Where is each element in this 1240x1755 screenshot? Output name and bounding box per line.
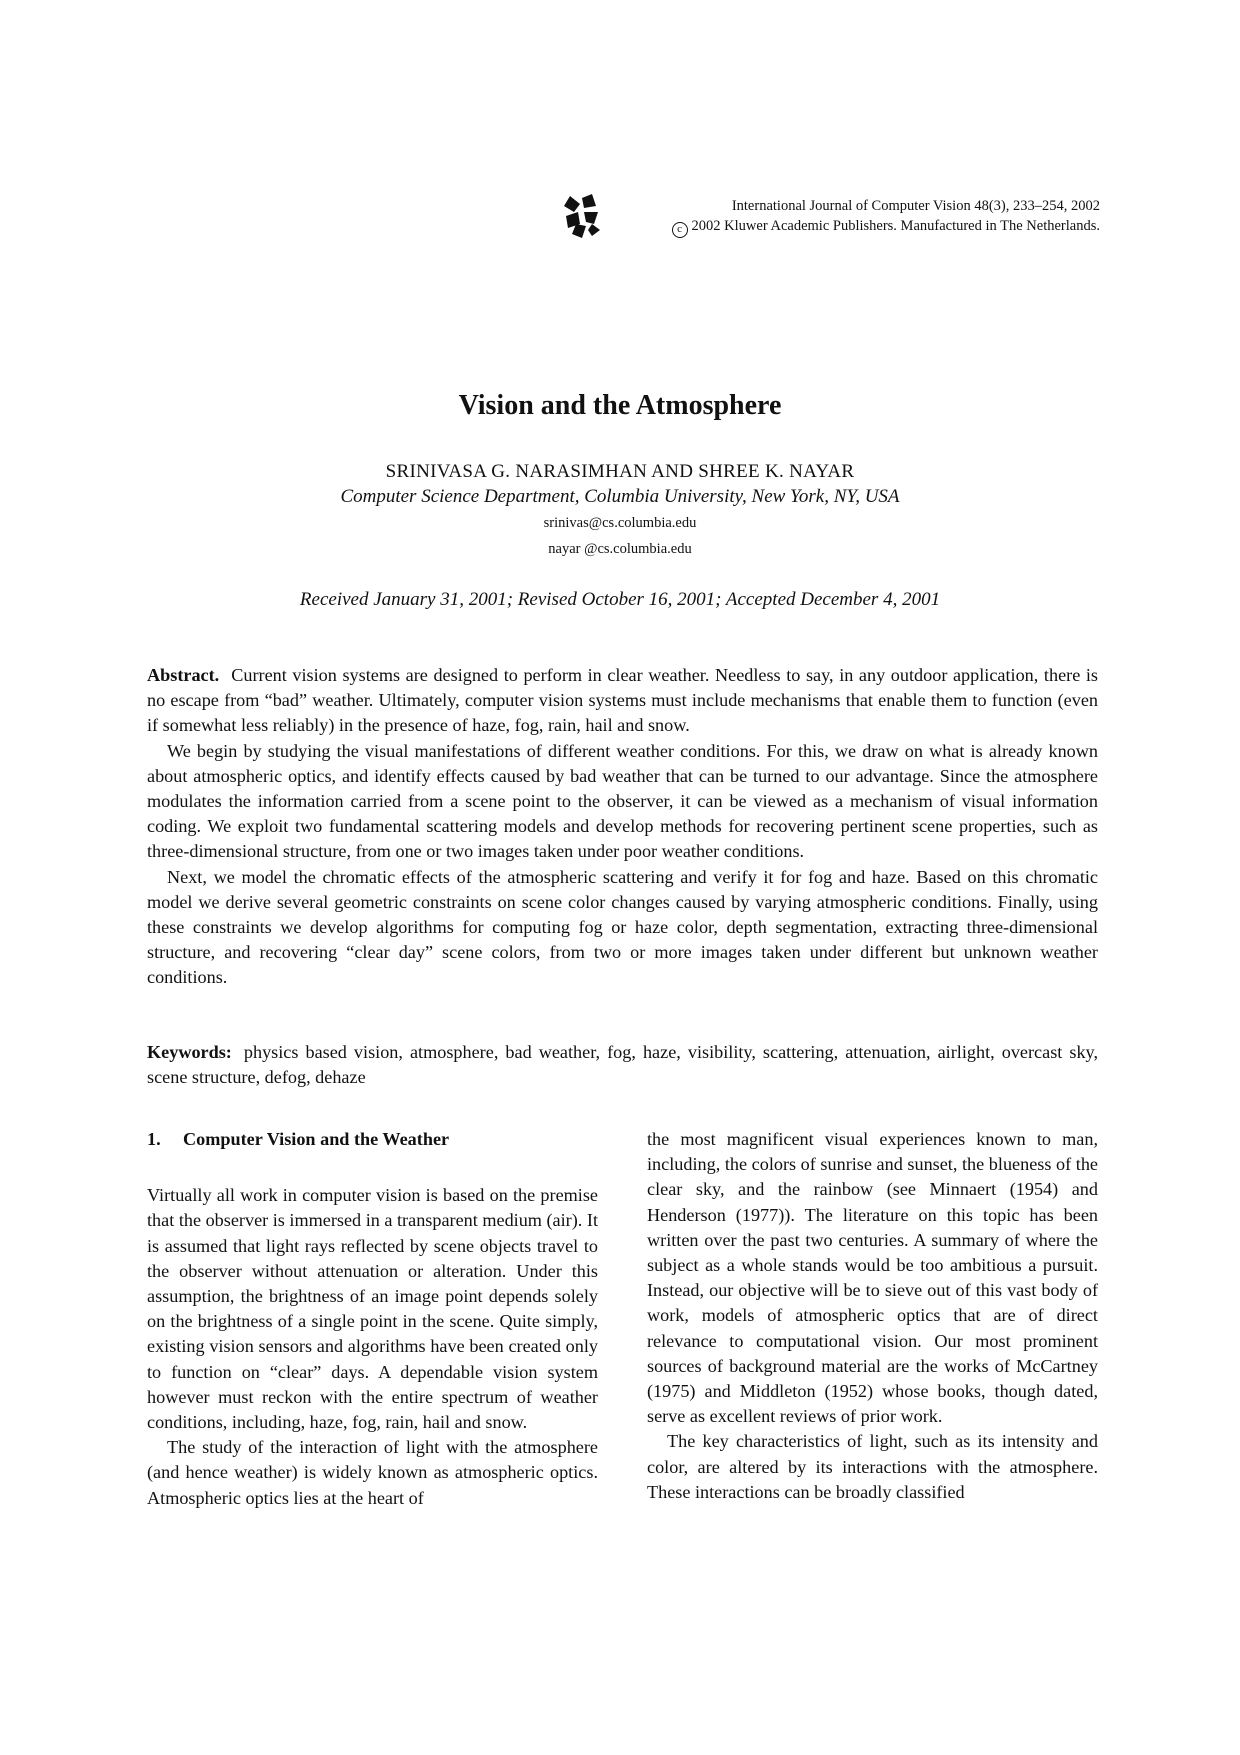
journal-header	[562, 194, 1100, 238]
author-email: nayar @cs.columbia.edu	[548, 541, 692, 557]
affiliation: Computer Science Department, Columbia University, New York, NY, USA	[340, 486, 900, 507]
left-column	[147, 1127, 598, 1511]
abstract-paragraph: We begin by studying the visual manifestations of different weather conditions. For this, we draw on what is already known about atmospheric optics, and identify effects caused by bad weather that can be turned to our advantage. Since the atmosphere modulates the information carried from a scene point to the observer, it can be viewed as a mechanism of visual information coding. We exploit two fundamental scattering models and develop methods for recovering pertinent scene properties, such as three-dimensional structure, from one or two images taken under poor weather conditions.	[147, 740, 1098, 862]
author-list: SRINIVASA G. NARASIMHAN AND SHREE K. NAYAR	[385, 461, 855, 482]
abstract-paragraph: Abstract. Current vision systems are designed to perform in clear weather. Needless to say, in any outdoor application, there is no escape from “bad” weather. Ultimately, computer vision systems must include mechanisms that enable them to function (even if somewhat less reliably) in the presence of haze, fog, rain, hail and snow.	[147, 665, 1098, 736]
author-email: srinivas@cs.columbia.edu	[543, 515, 697, 531]
copyright-symbol: c	[672, 222, 688, 238]
keywords-text: physics based vision, atmosphere, bad weather, fog, haze, visibility, scattering, attenuation, airlight, overcast sky, scene structure, defog, dehaze	[147, 1042, 1098, 1088]
abstract-paragraph: Next, we model the chromatic effects of the atmospheric scattering and verify it for fog and haze. Based on this chromatic model we derive several geometric constraints on scene color changes caused by varying atmospheric conditions. Finally, using these constraints we develop algorithms for computing fog or haze color, depth segmentation, extracting three-dimensional structure, and recovering “clear day” scene colors, from two or more images taken under different but unknown weather conditions.	[147, 866, 1098, 988]
body-paragraph: Virtually all work in computer vision is based on the premise that the observer is immersed in a transparent medium (air). It is assumed that light rays reflected by scene objects travel to the observer without attenuation or alteration. Under this assumption, the brightness of an image point depends solely on the brightness of a single point in the scene. Quite simply, existing vision sensors and algorithms have been created only to function on “clear” days. A dependable vision system however must reckon with the entire spectrum of weather conditions, including, haze, fog, rain, hail and snow.	[147, 1185, 599, 1433]
publisher-logo-icon	[562, 194, 602, 238]
paper-title: Vision and the Atmosphere	[458, 390, 782, 421]
keywords	[147, 1040, 1098, 1090]
publication-dates: Received January 31, 2001; Revised October 16, 2001; Accepted December 4, 2001	[299, 589, 941, 610]
abstract	[147, 663, 1098, 991]
body-paragraph: the most magnificent visual experiences known to man, including, the colors of sunrise and sunset, the blueness of the clear sky, and the rainbow (see Minnaert (1954) and Henderson (1977)). The literature on this topic has been written over the past two centuries. A summary of where the subject as a whole stands would be too ambitious a pursuit. Instead, our objective will be to sieve out of this vast body of work, models of atmospheric optics that are of direct relevance to computational vision. Our most prominent sources of background material are the works of McCartney (1975) and Middleton (1952) whose books, though dated, serve as excellent reviews of prior work.	[647, 1129, 1098, 1427]
body-paragraph: The key characteristics of light, such as its intensity and color, are altered by its interactions with the atmosphere. These interactions can be broadly classified	[647, 1431, 1098, 1502]
journal-citation: International Journal of Computer Vision 48(3), 233–254, 2002	[731, 198, 1100, 214]
copyright-line: c 2002 Kluwer Academic Publishers. Manufactured in The Netherlands.	[672, 216, 1100, 238]
right-column	[647, 1127, 1098, 1505]
abstract-label: Abstract.	[147, 665, 220, 685]
section-heading: 1. Computer Vision and the Weather	[147, 1129, 450, 1149]
keywords-label: Keywords:	[147, 1042, 232, 1062]
body-paragraph: The study of the interaction of light with the atmosphere (and hence weather) is widely known as atmospheric optics. Atmospheric optics lies at the heart of	[147, 1437, 598, 1508]
